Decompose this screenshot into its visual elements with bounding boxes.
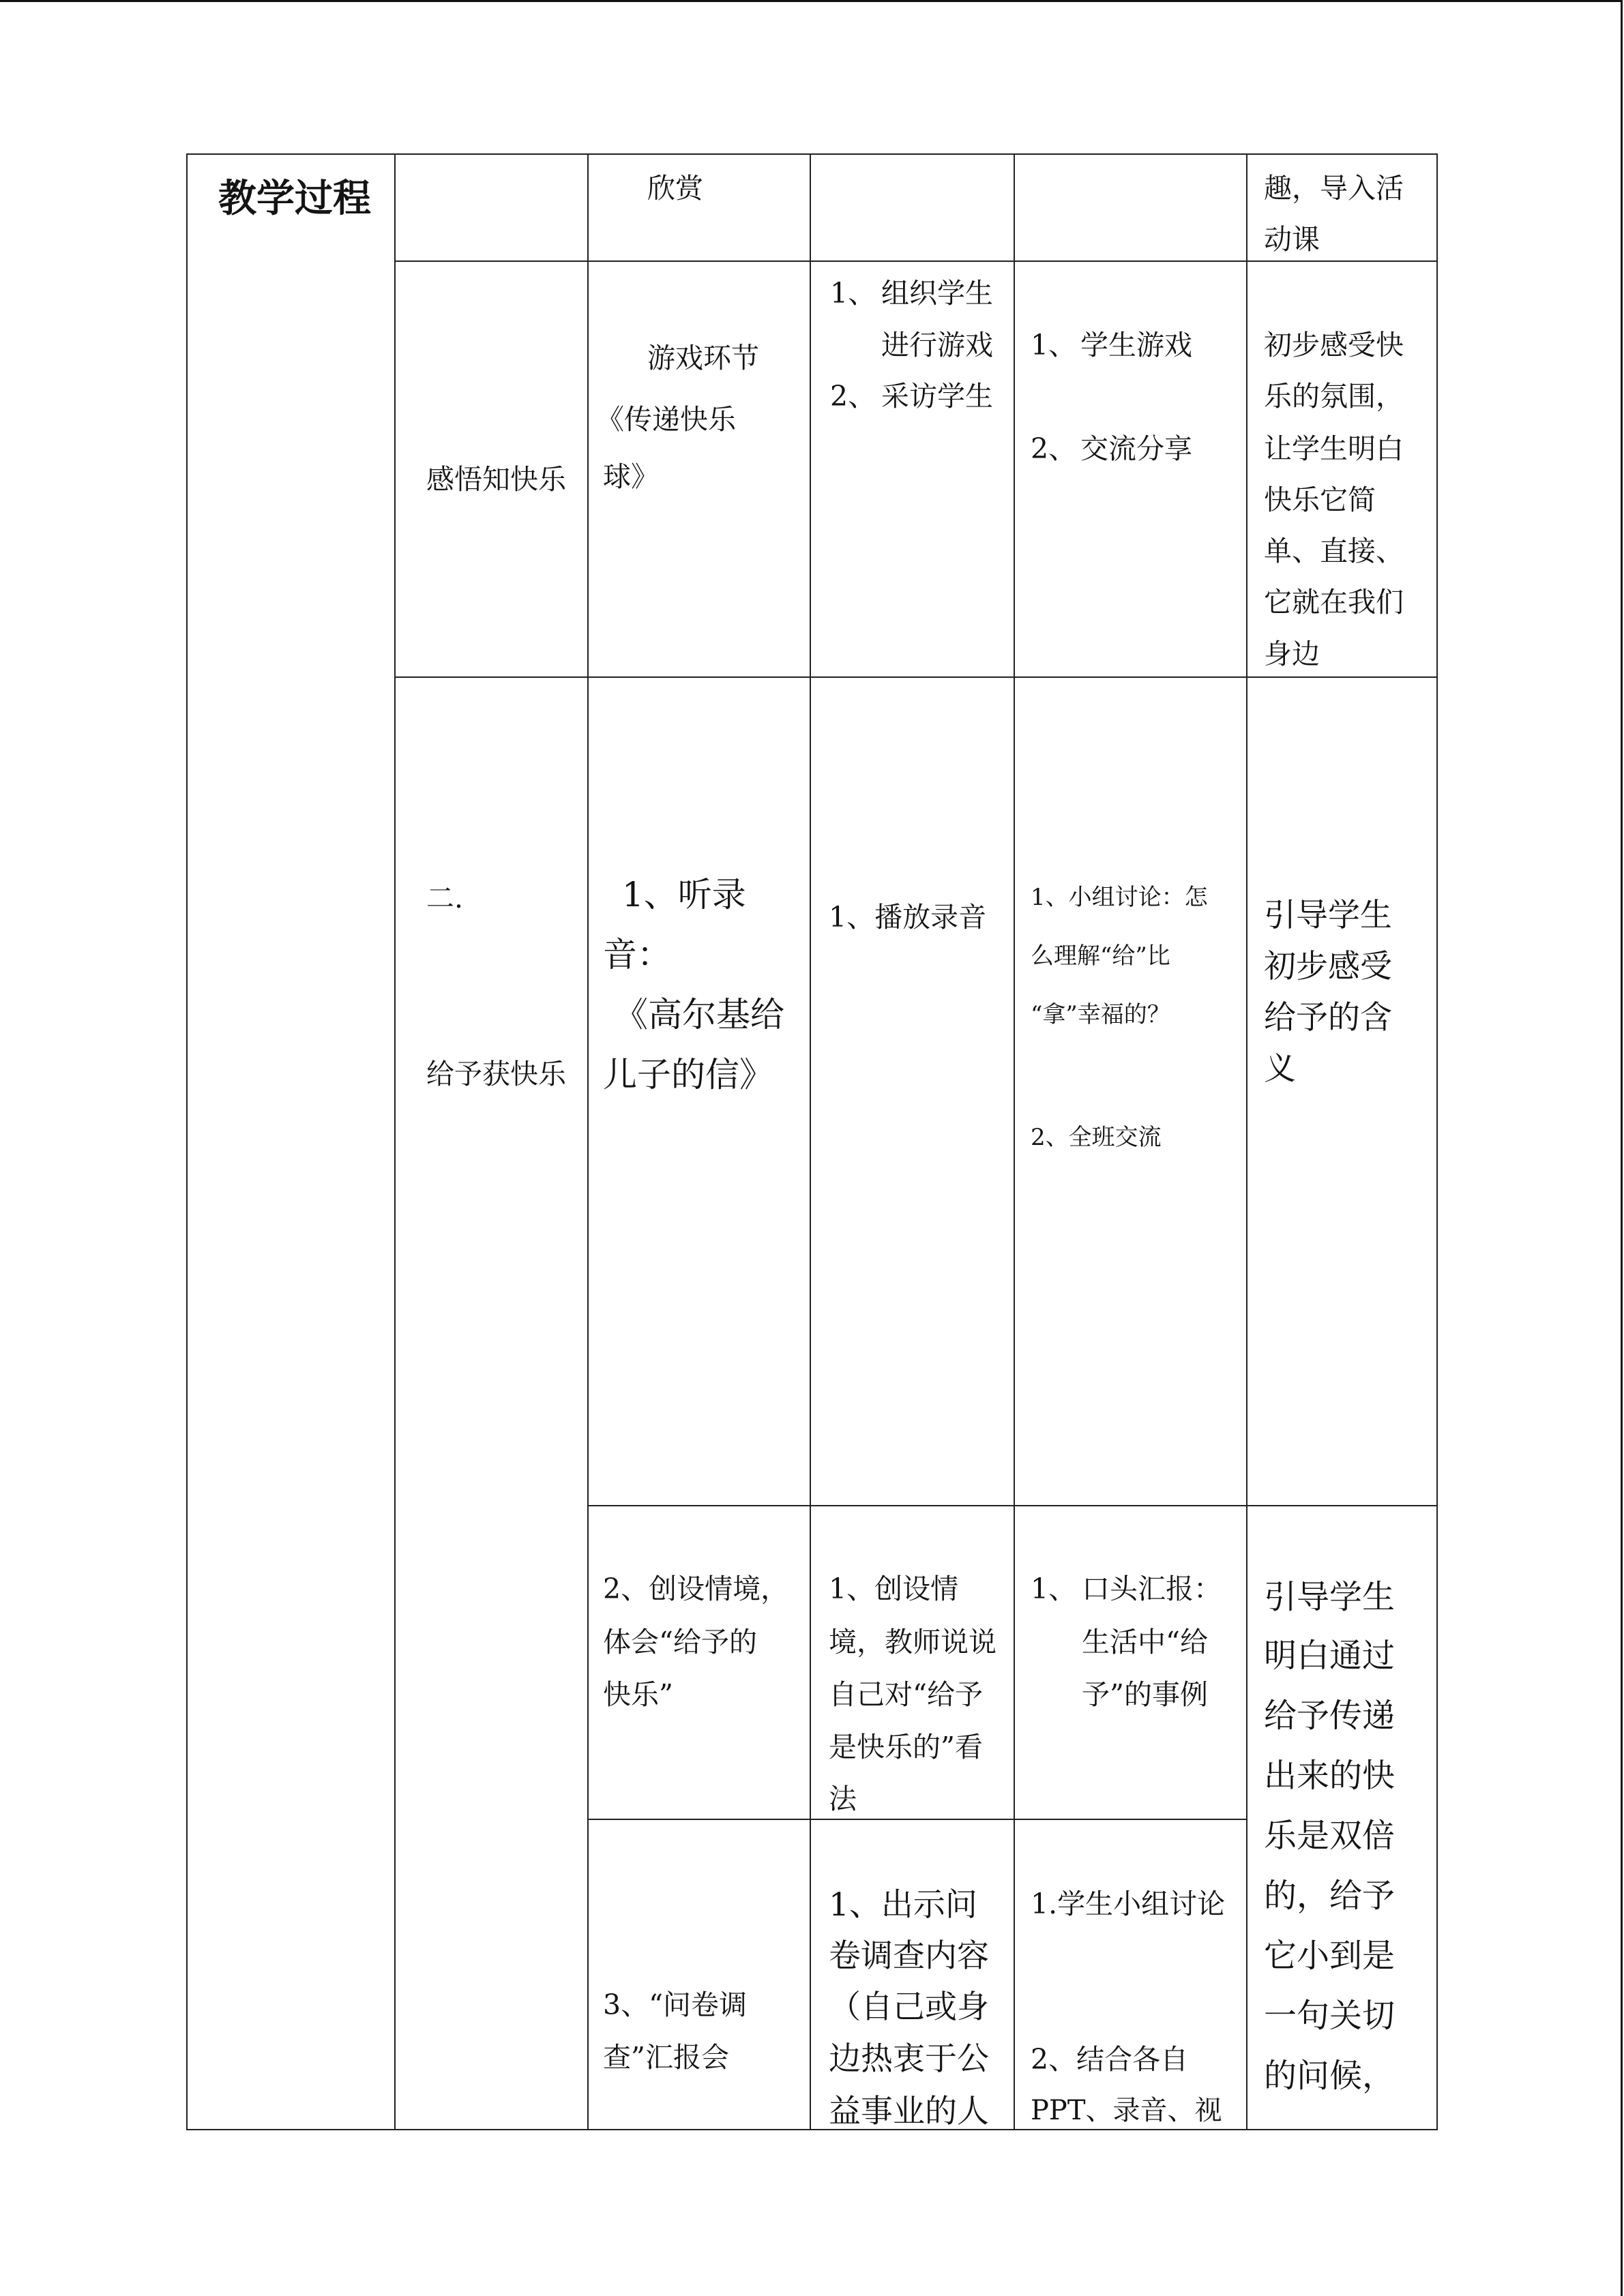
student-activity-line: PPT、录音、视 — [1031, 2095, 1222, 2126]
cell-stage-row3 — [394, 676, 587, 2130]
list-number: 1、 — [830, 277, 876, 310]
cell-teacher-row3 — [810, 676, 1014, 1505]
cell-teacher-row1 — [810, 153, 1014, 260]
cell-student-row4 — [1014, 1505, 1246, 1819]
teacher-activity-line: 1、播放录音 — [829, 901, 987, 934]
student-activity-line: 1.学生小组讨论 — [1031, 1888, 1226, 1920]
cell-content-row2 — [587, 260, 810, 676]
cell-teacher-row4 — [810, 1505, 1014, 1819]
teacher-activity-line: 是快乐的”看 — [829, 1731, 983, 1763]
intent-line: 义 — [1264, 1050, 1296, 1088]
teacher-activity-line: 自己对“给予 — [829, 1678, 983, 1711]
student-activity-line: 予”的事例 — [1082, 1678, 1208, 1711]
teacher-activity-line: 边热衷于公 — [829, 2040, 989, 2078]
lesson-plan-table — [186, 153, 1438, 2130]
teacher-activity-line: 1、出示问 — [829, 1886, 977, 1924]
content-line: 儿子的信》 — [603, 1055, 773, 1094]
teacher-activity-line: 进行游戏 — [881, 329, 993, 361]
cell-student-row3 — [1014, 676, 1246, 1505]
teacher-activity-line: （自己或身 — [829, 1988, 989, 2026]
intent-line: 它就在我们 — [1264, 586, 1404, 618]
intent-line: 趣，导入活 — [1264, 172, 1404, 205]
cell-student-row2 — [1014, 260, 1246, 676]
list-number: 2、 — [830, 380, 876, 413]
cell-stage-row2 — [394, 260, 587, 676]
content-line: 《传递快乐 — [596, 403, 736, 436]
intent-line: 乐是双倍 — [1264, 1817, 1396, 1855]
student-activity-line: 生活中“给 — [1082, 1626, 1208, 1658]
intent-line: 出来的快 — [1264, 1757, 1396, 1795]
stage-title: 给予获快乐 — [426, 1058, 566, 1090]
cell-content-row3 — [587, 676, 810, 1505]
intent-line: 乐的氛围， — [1264, 380, 1404, 413]
cell-content-row4 — [587, 1505, 810, 1819]
intent-line: 引导学生 — [1264, 897, 1392, 934]
cell-student-row5 — [1014, 1819, 1246, 2130]
teacher-activity-line: 境，教师说说 — [829, 1626, 996, 1658]
list-number: 2、 — [1031, 432, 1077, 465]
cell-content-row1 — [587, 153, 810, 260]
student-activity-line: 2、结合各自 — [1031, 2043, 1189, 2076]
content-line: 游戏环节 — [647, 342, 759, 374]
teacher-activity-line: 益事业的人 — [829, 2093, 989, 2130]
content-line: 1、听录 — [622, 875, 746, 914]
cell-stage-row1 — [394, 153, 587, 260]
stage-number: 二. — [426, 882, 464, 914]
stage-title: 感悟知快乐 — [426, 463, 566, 496]
student-activity-line: 交流分享 — [1080, 432, 1192, 465]
intent-line: 给予传递 — [1264, 1697, 1396, 1735]
cell-intent-row4 — [1246, 1505, 1438, 2130]
student-activity-line: 1、小组讨论：怎 — [1031, 884, 1208, 911]
list-number: 1、 — [1031, 1572, 1077, 1605]
list-number: 1、 — [1031, 329, 1077, 361]
content-line: 体会“给予的 — [603, 1626, 757, 1658]
cell-intent-row2 — [1246, 260, 1438, 676]
intent-line: 的问候， — [1264, 2057, 1396, 2095]
intent-line: 的，给予 — [1264, 1877, 1396, 1915]
intent-line: 给予的含 — [1264, 999, 1392, 1037]
cell-intent-row1 — [1246, 153, 1438, 260]
cell-teacher-row5 — [810, 1819, 1014, 2130]
cell-student-row1 — [1014, 153, 1246, 260]
cell-section-label — [186, 153, 394, 2130]
intent-line: 引导学生 — [1264, 1578, 1396, 1616]
student-activity-line: 2、全班交流 — [1031, 1124, 1162, 1151]
intent-line: 初步感受 — [1264, 948, 1392, 985]
cell-content-row5 — [587, 1819, 810, 2130]
intent-line: 明白通过 — [1264, 1637, 1396, 1675]
intent-line: 身边 — [1264, 638, 1320, 670]
teacher-activity-line: 卷调查内容 — [829, 1937, 989, 1975]
teacher-activity-line: 组织学生 — [881, 277, 993, 310]
student-activity-line: 么理解“给”比 — [1031, 942, 1170, 970]
intent-line: 初步感受快 — [1264, 329, 1404, 361]
intent-line: 一句关切 — [1264, 1997, 1396, 2035]
student-activity-line: “拿”幸福的？ — [1031, 1001, 1170, 1028]
content-line: 2、创设情境， — [603, 1572, 789, 1605]
section-label: 教学过程 — [218, 177, 371, 221]
content-line: 《高尔基给 — [614, 995, 784, 1034]
content-line: 音： — [603, 935, 671, 974]
intent-line: 快乐它简 — [1264, 483, 1376, 516]
teacher-activity-line: 法 — [829, 1783, 857, 1815]
teacher-activity-line: 采访学生 — [881, 380, 993, 413]
content-line: 欣赏 — [647, 172, 703, 205]
content-line: 3、“问卷调 — [603, 1988, 748, 2021]
student-activity-line: 口头汇报： — [1082, 1572, 1222, 1605]
cell-intent-row3 — [1246, 676, 1438, 1505]
intent-line: 单、直接、 — [1264, 535, 1404, 567]
content-line: 球》 — [603, 460, 659, 493]
intent-line: 让学生明白 — [1264, 432, 1404, 465]
teacher-activity-line: 1、创设情 — [829, 1572, 959, 1605]
content-line: 查”汇报会 — [603, 2041, 729, 2074]
student-activity-line: 学生游戏 — [1080, 329, 1192, 361]
intent-line: 动课 — [1264, 223, 1320, 256]
intent-line: 它小到是 — [1264, 1937, 1396, 1975]
cell-teacher-row2 — [810, 260, 1014, 676]
content-line: 快乐” — [603, 1678, 673, 1711]
